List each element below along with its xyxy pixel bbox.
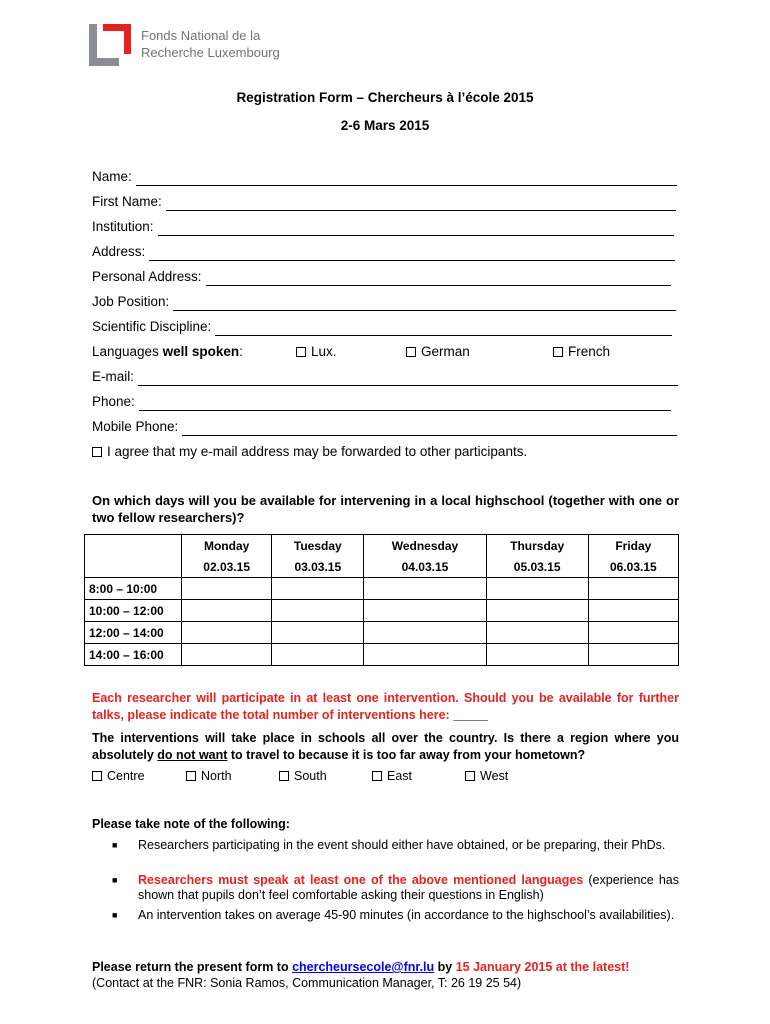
availability-cell[interactable] xyxy=(272,600,364,622)
table-row xyxy=(85,600,679,622)
date-header: 06.03.15 xyxy=(588,556,678,578)
contact-info: (Contact at the FNR: Sonia Ramos, Communication Manager, T: 26 19 25 54) xyxy=(92,976,522,990)
email-input-line[interactable] xyxy=(138,372,678,386)
language-option-french[interactable] xyxy=(553,343,610,361)
availability-question: On which days will you be available for intervening in a local highschool (together with one or two fellow researchers)? xyxy=(92,493,679,525)
availability-cell[interactable] xyxy=(486,600,588,622)
personal-address-label: Personal Address: xyxy=(92,269,202,284)
time-slot-label: 10:00 – 12:00 xyxy=(85,600,182,622)
table-corner-cell xyxy=(85,535,182,557)
day-header: Monday xyxy=(182,535,272,557)
languages-label-end: : xyxy=(239,344,243,359)
availability-table xyxy=(84,534,679,666)
fnr-bracket-logo-icon xyxy=(89,24,133,66)
job-position-label: Job Position: xyxy=(92,294,170,309)
time-slot-label: 12:00 – 14:00 xyxy=(85,622,182,644)
checkbox-icon[interactable] xyxy=(406,347,416,357)
availability-cell[interactable] xyxy=(588,600,678,622)
region-question-part1: The interventions will take place in schools all over the country. Is there a region where you absolutely xyxy=(92,731,679,762)
language-option-german-label: German xyxy=(421,344,470,359)
region-label: South xyxy=(294,769,327,783)
region-option-east[interactable] xyxy=(372,769,412,783)
table-corner-cell xyxy=(85,556,182,578)
availability-cell[interactable] xyxy=(272,644,364,666)
email-field[interactable] xyxy=(92,368,678,386)
logo-text-line1: Fonds National de la xyxy=(141,28,261,43)
deadline-text: 15 January 2015 at the latest! xyxy=(455,960,630,974)
checkbox-icon[interactable] xyxy=(372,771,382,781)
language-option-german[interactable] xyxy=(406,343,470,361)
email-label: E-mail: xyxy=(92,369,135,384)
region-option-north[interactable] xyxy=(186,769,232,783)
availability-cell[interactable] xyxy=(272,622,364,644)
languages-label-start: Languages xyxy=(92,344,163,359)
personal-address-field[interactable] xyxy=(92,268,671,286)
availability-cell[interactable] xyxy=(588,578,678,600)
consent-text: I agree that my e-mail address may be forwarded to other participants. xyxy=(107,444,528,459)
availability-cell[interactable] xyxy=(364,644,486,666)
email-link[interactable]: chercheursecole@fnr.lu xyxy=(292,960,435,974)
day-header: Tuesday xyxy=(272,535,364,557)
availability-cell[interactable] xyxy=(182,644,272,666)
form-subtitle: 2-6 Mars 2015 xyxy=(340,118,430,133)
bullet-icon: ■ xyxy=(112,875,118,885)
region-label: North xyxy=(201,769,232,783)
time-slot-label: 8:00 – 10:00 xyxy=(85,578,182,600)
address-field[interactable] xyxy=(92,243,675,261)
checkbox-icon[interactable] xyxy=(186,771,196,781)
first-name-input-line[interactable] xyxy=(166,197,676,211)
address-label: Address: xyxy=(92,244,146,259)
note-item-3 xyxy=(112,908,679,923)
mobile-phone-field[interactable] xyxy=(92,418,677,436)
checkbox-icon[interactable] xyxy=(553,347,563,357)
bullet-icon: ■ xyxy=(112,840,118,850)
date-header: 02.03.15 xyxy=(182,556,272,578)
form-title: Registration Form – Chercheurs à l’école 2015 xyxy=(236,90,534,105)
region-label: West xyxy=(480,769,509,783)
date-header: 04.03.15 xyxy=(364,556,486,578)
interventions-count-blank[interactable]: _____ xyxy=(453,708,488,722)
phone-label: Phone: xyxy=(92,394,135,409)
note-item-3-text: An intervention takes on average 45-90 minutes (in accordance to the highschool’s availabilities). xyxy=(138,908,675,922)
name-input-line[interactable] xyxy=(136,172,677,186)
time-slot-label: 14:00 – 16:00 xyxy=(85,644,182,666)
institution-input-line[interactable] xyxy=(158,222,674,236)
return-text: Please return the present form to xyxy=(92,960,293,974)
table-row xyxy=(85,644,679,666)
language-option-lux[interactable] xyxy=(296,343,337,361)
date-header: 05.03.15 xyxy=(486,556,588,578)
availability-cell[interactable] xyxy=(486,622,588,644)
table-row xyxy=(85,578,679,600)
table-row xyxy=(85,622,679,644)
day-header: Wednesday xyxy=(364,535,486,557)
personal-address-input-line[interactable] xyxy=(206,272,671,286)
note-item-2-emphasis: Researchers must speak at least one of the above mentioned languages xyxy=(138,873,584,887)
interventions-notice-text: Each researcher will participate in at least one intervention. Should you be available for further talks, please indicate the total number of interventions here: xyxy=(92,691,679,722)
checkbox-icon[interactable] xyxy=(296,347,306,357)
job-position-field[interactable] xyxy=(92,293,676,311)
date-header: 03.03.15 xyxy=(272,556,364,578)
availability-cell[interactable] xyxy=(364,578,486,600)
return-instructions xyxy=(92,960,629,974)
first-name-field[interactable] xyxy=(92,193,676,211)
mobile-phone-label: Mobile Phone: xyxy=(92,419,179,434)
name-label: Name: xyxy=(92,169,132,184)
region-option-south[interactable] xyxy=(279,769,327,783)
region-label: East xyxy=(387,769,413,783)
checkbox-icon[interactable] xyxy=(279,771,289,781)
first-name-label: First Name: xyxy=(92,194,162,209)
name-field[interactable] xyxy=(92,168,677,186)
institution-field[interactable] xyxy=(92,218,674,236)
notes-heading: Please take note of the following: xyxy=(92,817,290,831)
availability-cell[interactable] xyxy=(486,578,588,600)
region-question xyxy=(92,730,679,764)
language-option-french-label: French xyxy=(568,344,611,359)
phone-field[interactable] xyxy=(92,393,671,411)
checkbox-icon[interactable] xyxy=(92,447,102,457)
scientific-discipline-field[interactable] xyxy=(92,318,672,336)
availability-cell[interactable] xyxy=(182,578,272,600)
language-option-lux-label: Lux. xyxy=(311,344,337,359)
languages-label xyxy=(92,343,243,361)
day-header: Thursday xyxy=(486,535,588,557)
scientific-discipline-label: Scientific Discipline: xyxy=(92,319,212,334)
region-label: Centre xyxy=(107,769,145,783)
availability-cell[interactable] xyxy=(588,644,678,666)
region-option-west[interactable] xyxy=(465,769,508,783)
address-input-line[interactable] xyxy=(149,247,675,261)
note-item-1 xyxy=(112,838,679,853)
table-header-days xyxy=(85,535,679,557)
job-position-input-line[interactable] xyxy=(173,297,676,311)
availability-cell[interactable] xyxy=(588,622,678,644)
availability-cell[interactable] xyxy=(182,622,272,644)
table-header-dates xyxy=(85,556,679,578)
availability-cell[interactable] xyxy=(486,644,588,666)
bullet-icon: ■ xyxy=(112,910,118,920)
return-by-text: by xyxy=(434,960,456,974)
region-question-part2: to travel to because it is too far away from your hometown? xyxy=(227,748,586,762)
region-option-centre[interactable] xyxy=(92,769,145,783)
region-question-underlined: do not want xyxy=(157,748,228,762)
logo-text-line2: Recherche Luxembourg xyxy=(141,45,280,60)
mobile-phone-input-line[interactable] xyxy=(182,422,677,436)
availability-cell[interactable] xyxy=(182,600,272,622)
checkbox-icon[interactable] xyxy=(92,771,102,781)
phone-input-line[interactable] xyxy=(139,397,671,411)
institution-label: Institution: xyxy=(92,219,154,234)
consent-checkbox-row[interactable] xyxy=(92,443,527,461)
availability-cell[interactable] xyxy=(364,622,486,644)
checkbox-icon[interactable] xyxy=(465,771,475,781)
availability-cell[interactable] xyxy=(272,578,364,600)
interventions-notice xyxy=(92,690,679,724)
availability-cell[interactable] xyxy=(364,600,486,622)
day-header: Friday xyxy=(588,535,678,557)
note-item-2 xyxy=(112,873,679,903)
note-item-1-text: Researchers participating in the event should either have obtained, or be preparing, their PhDs. xyxy=(138,838,666,852)
scientific-discipline-input-line[interactable] xyxy=(215,322,672,336)
languages-label-bold: well spoken xyxy=(162,344,240,359)
note-item-2-rest: (experience has shown that pupils don’t feel comfortable asking their questions in English) xyxy=(138,873,679,902)
